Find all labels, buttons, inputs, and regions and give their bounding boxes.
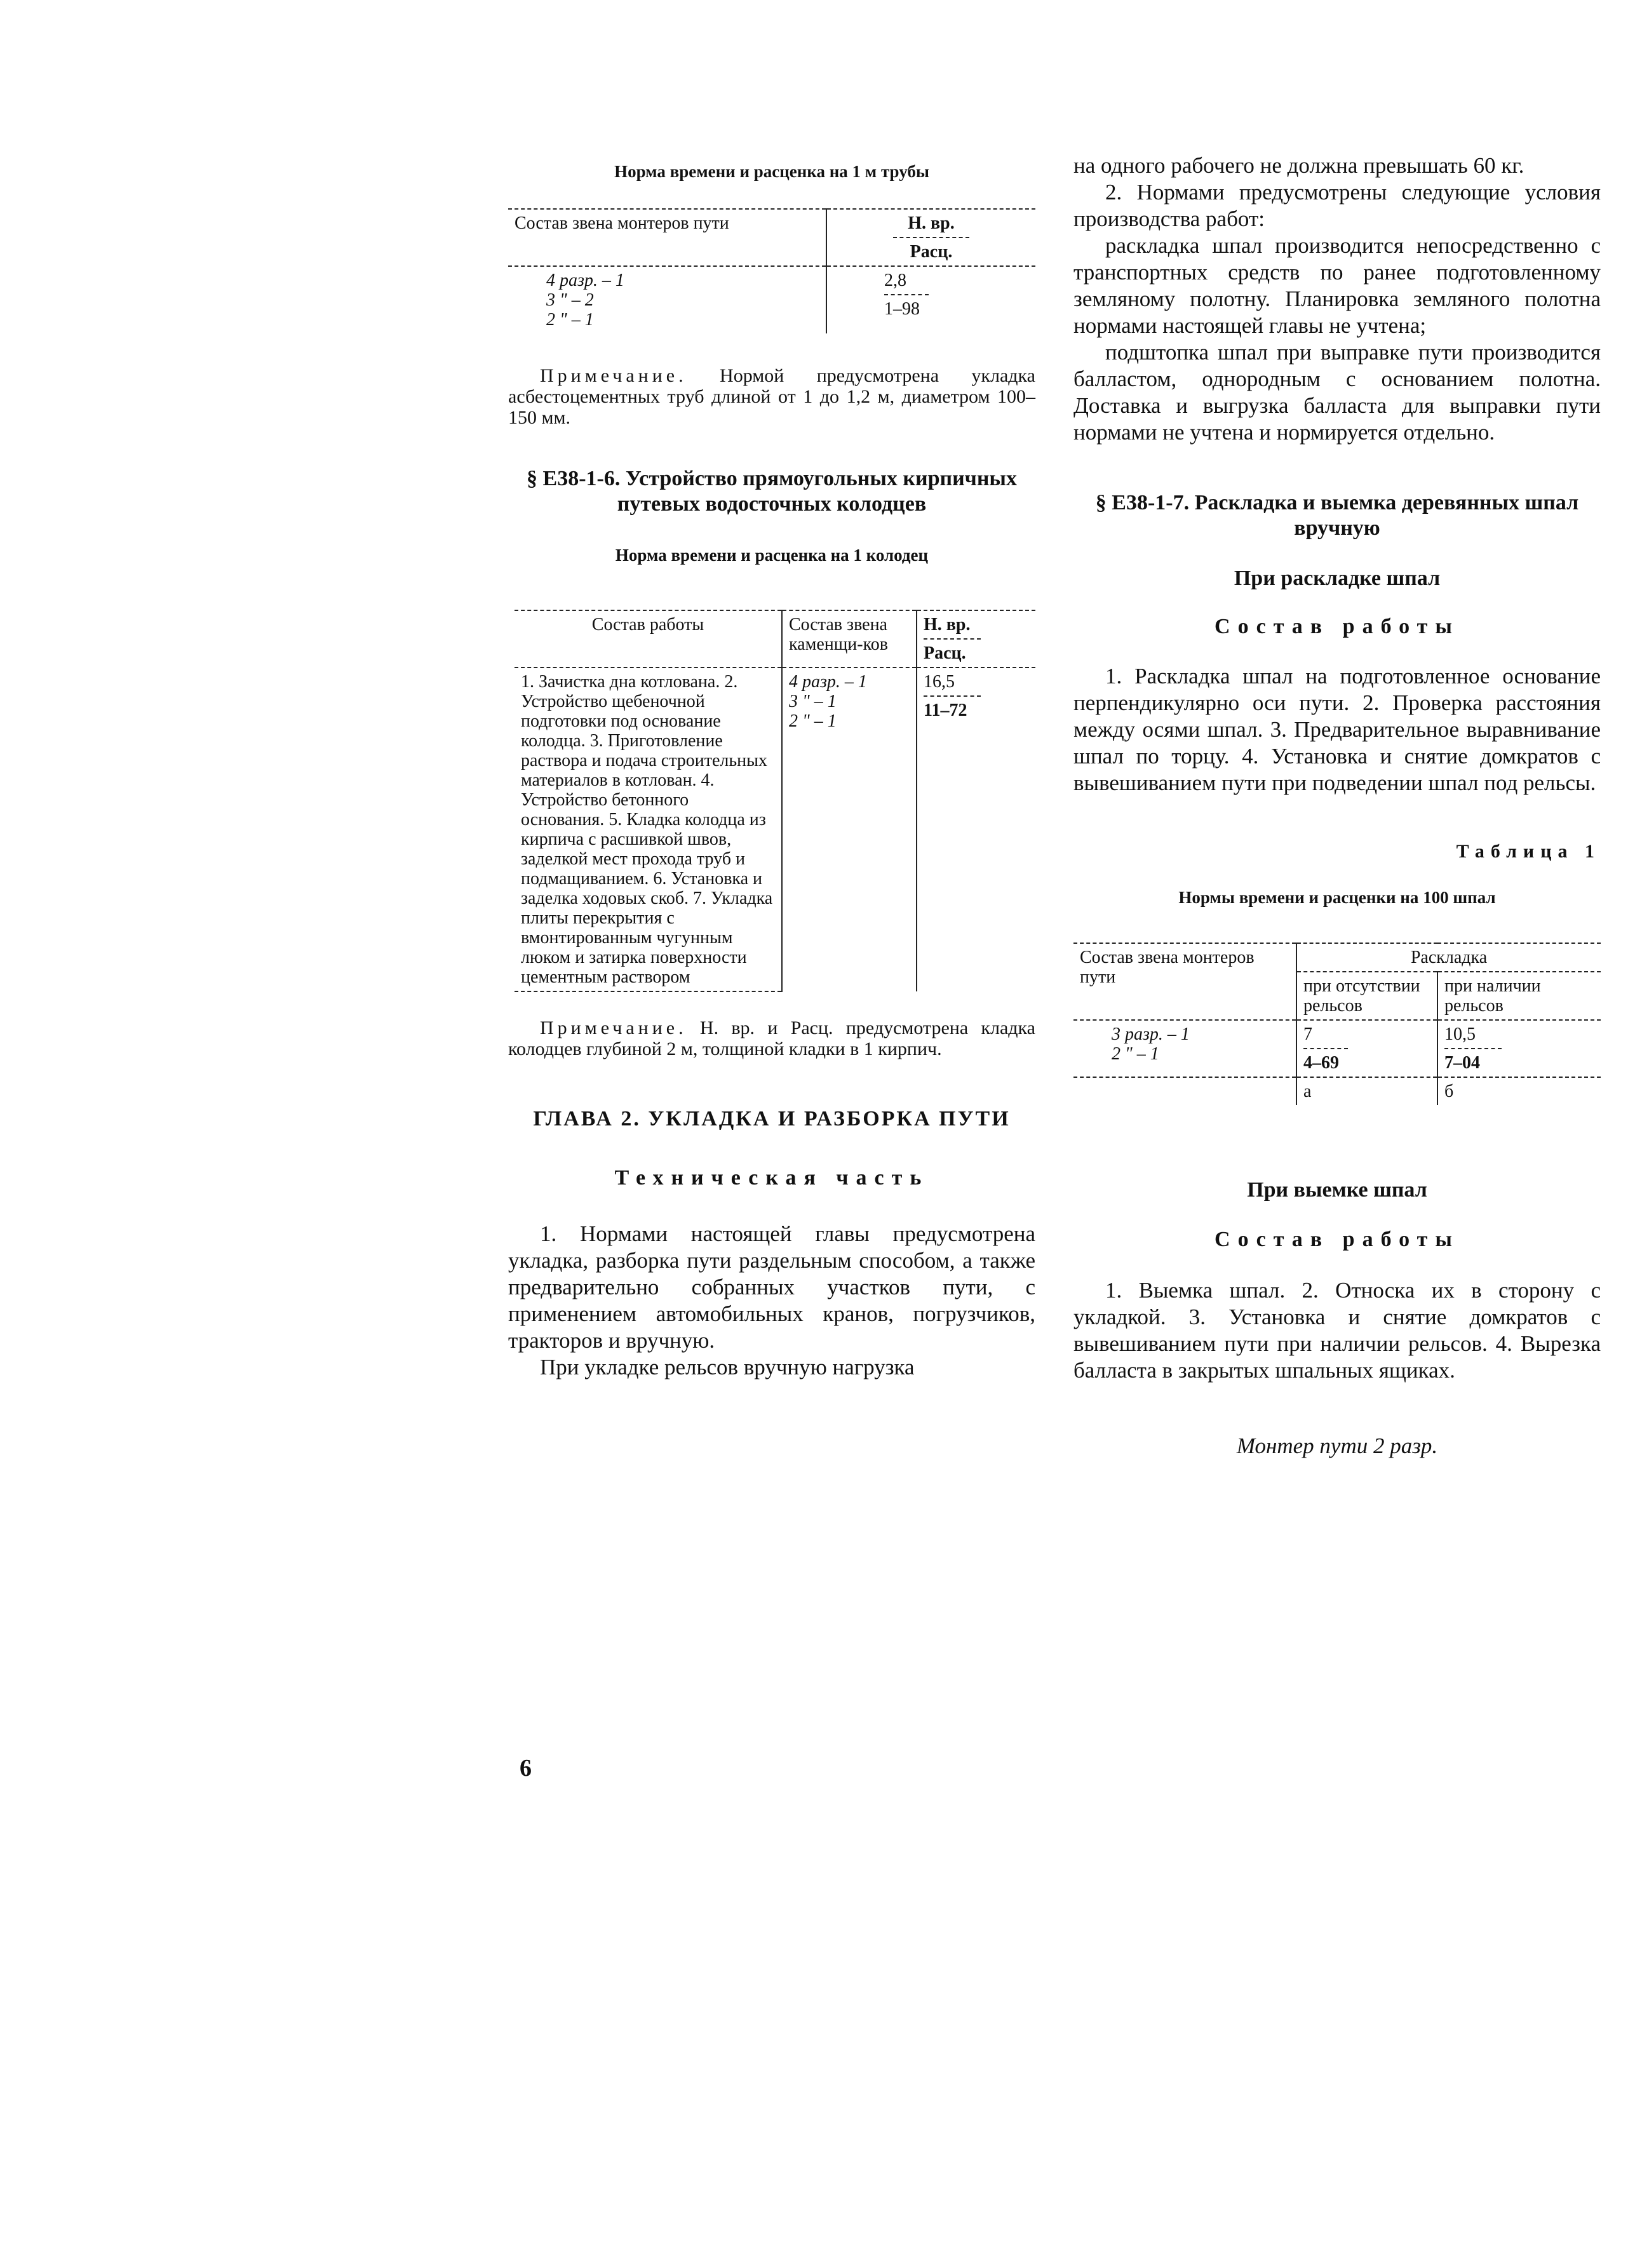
paragraph-2-end: на одного рабочего не должна превышать 60 кг. <box>1073 153 1524 178</box>
table3-index-a: а <box>1296 1077 1437 1105</box>
table2-rate-value: 11–72 <box>924 701 967 720</box>
table2-work-text: 1. Зачистка дна котлована. 2. Устройство щебеночной подготовки под основание колодца. 3. Приготовление раствора и подача строительных материалов в котлован. 4. Устройство бетонного основания. 5. Кладка колодца из кирпича с расшивкой швов, заделкой мест прохода труб и подмащиванием. 6. Установка и заделка ходовых скоб. 7. Укладка плиты перекрытия с вмонтированным чугунным люком и затирка поверхности цементным раствором <box>515 668 782 991</box>
table2-head-rate: Расц. <box>924 643 966 663</box>
sub-heading-removal: При выемке шпал <box>1247 1178 1427 1202</box>
work-composition-heading-2: Состав работы <box>1214 1228 1460 1251</box>
table2-head-work: Состав работы <box>515 610 782 668</box>
table3-norm-b: 10,5 <box>1444 1024 1476 1044</box>
table1-head-divider <box>893 237 969 238</box>
table1-value-divider <box>884 294 929 295</box>
table1-head-composition: Состав звена монтеров пути <box>508 209 826 266</box>
note2-text: Н. вр. и Расц. предусмотрена кладка колодцев глубиной 2 м, толщиной кладки в 1 кирпич. <box>508 1017 1035 1059</box>
paragraph-2-start: При укладке рельсов вручную нагрузка <box>540 1355 915 1379</box>
note2 <box>508 1017 1035 1059</box>
table3-crew <box>1073 1020 1296 1077</box>
section-e38-1-6-title: § Е38-1-6. Устройство прямоугольных кирпичных путевых водосточных колодцев <box>527 467 1017 516</box>
table1-head-rate: Расц. <box>910 242 953 262</box>
crew-line: Монтер пути 2 разр. <box>1236 1433 1438 1458</box>
page-number: 6 <box>520 1755 532 1782</box>
table3-head-composition: Состав звена монтеров пути <box>1073 943 1296 1020</box>
table2-head-divider <box>924 638 981 640</box>
table3-head-no-rails: при отсутствии рельсов <box>1296 972 1437 1020</box>
section-e38-1-7-title: § Е38-1-7. Раскладка и выемка деревянных шпал вручную <box>1095 491 1579 540</box>
tech-part-heading: Техническая часть <box>614 1166 929 1190</box>
table2-head-crew: Состав звена каменщи-ков <box>782 610 917 668</box>
table3-crew-row: 2 " – 1 <box>1112 1044 1159 1064</box>
table2-crew-row: 3 " – 1 <box>789 692 837 711</box>
note1-label: Примечание. <box>540 365 687 386</box>
left-column <box>508 162 1035 1381</box>
table3-index-b: б <box>1437 1077 1601 1105</box>
table2-norm-value: 16,5 <box>924 672 955 692</box>
table2-crew-row: 2 " – 1 <box>789 711 837 731</box>
table3-crew-row: 3 разр. – 1 <box>1112 1024 1190 1044</box>
paragraph-sleeper-layout: раскладка шпал производится непосредственно с транспортных средств по ранее подготовленному земляному полотну. Планировка земляного полотна нормами настоящей главы не учтена; <box>1073 233 1601 338</box>
table3-rate-b: 7–04 <box>1444 1053 1480 1073</box>
table-number-label: Таблица 1 <box>1456 841 1601 862</box>
table2-value-divider <box>924 695 981 697</box>
right-column <box>1073 152 1601 1459</box>
note1 <box>508 365 1035 428</box>
work-composition-2-text: 1. Выемка шпал. 2. Относка их в сторону с укладкой. 3. Установка и снятие домкратов с вывешиванием пути при наличии рельсов. 4. Вырезка балласта в закрытых шпальных ящиках. <box>1073 1278 1601 1383</box>
work-composition-heading-1: Состав работы <box>1214 615 1460 638</box>
table3-divider-b <box>1444 1048 1502 1049</box>
paragraph-ballast: подштопка шпал при выправке пути производится балластом, однородным с основанием полотна. Доставка и выгрузка балласта для выправки пути нормами не учтена и нормируется отдельно. <box>1073 340 1601 445</box>
table1-caption: Норма времени и расценка на 1 м трубы <box>614 162 929 181</box>
table3-divider-a <box>1303 1048 1348 1049</box>
table3-rate-a: 4–69 <box>1303 1053 1339 1073</box>
work-composition-1-text: 1. Раскладка шпал на подготовленное основание перпендикулярно оси пути. 2. Проверка расстояния между осями шпал. 3. Предварительное выравнивание шпал по торцу. 4. Установка и снятие домкратов с вывешиванием пути при подведении шпал под рельсы. <box>1073 664 1601 795</box>
table3-norm-a: 7 <box>1303 1024 1312 1044</box>
table1-crew <box>508 266 826 333</box>
table2-crew <box>782 668 917 991</box>
table3-head-with-rails: при наличии рельсов <box>1437 972 1601 1020</box>
chapter-title: ГЛАВА 2. УКЛАДКА И РАЗБОРКА ПУТИ <box>533 1107 1011 1131</box>
table1-rate-value: 1–98 <box>884 299 920 319</box>
table3 <box>1073 943 1601 1105</box>
table3-caption: Нормы времени и расценки на 100 шпал <box>1178 888 1496 907</box>
note2-label: Примечание. <box>540 1017 687 1038</box>
table2 <box>515 610 1035 992</box>
table2-head-norm: Н. вр. <box>924 615 971 634</box>
sub-heading-laying: При раскладке шпал <box>1234 567 1441 590</box>
table1-crew-row: 2 " – 1 <box>546 310 594 330</box>
note1-text: Нормой предусмотрена укладка асбестоцементных труб длиной от 1 до 1,2 м, диаметром 100–150 мм. <box>508 365 1035 428</box>
table2-caption: Норма времени и расценка на 1 колодец <box>615 546 929 565</box>
table1-crew-row: 4 разр. – 1 <box>546 271 624 290</box>
table1 <box>508 208 1035 333</box>
table1-head-norm: Н. вр. <box>908 213 955 233</box>
paragraph-conditions: 2. Нормами предусмотрены следующие условия производства работ: <box>1073 180 1601 231</box>
table2-crew-row: 4 разр. – 1 <box>789 672 867 692</box>
table3-head-layout: Раскладка <box>1296 943 1601 972</box>
table1-crew-row: 3 " – 2 <box>546 290 594 310</box>
paragraph-1: 1. Нормами настоящей главы предусмотрена укладка, разборка пути раздельным способом, а также предварительно собранных участков пути, с применением автомобильных кранов, погрузчиков, тракторов и вручную. <box>508 1221 1035 1353</box>
table1-norm-value: 2,8 <box>884 271 906 290</box>
